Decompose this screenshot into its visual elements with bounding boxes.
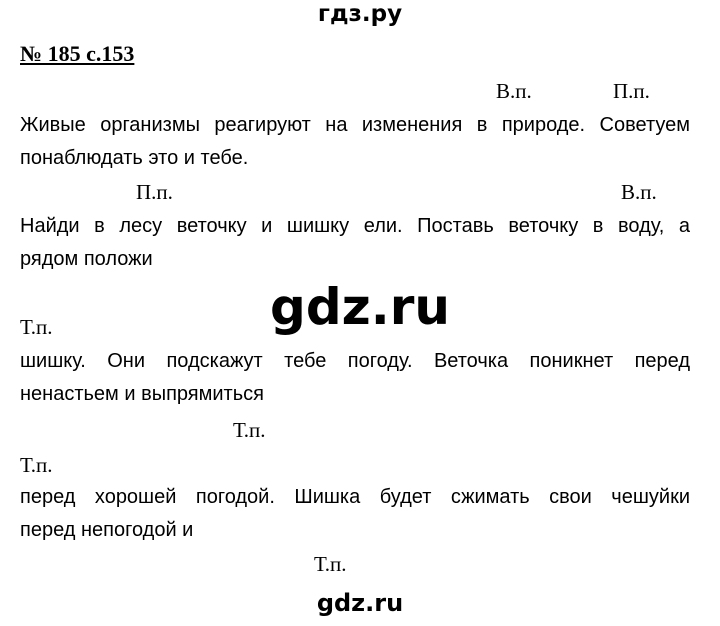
case-mark-accusative: В.п. — [621, 180, 657, 204]
text-line-2: понаблюдать это и тебе. — [20, 147, 249, 169]
text-line-7: перед хорошей погодой. Шишка будет сжимать свои чешуйки — [20, 486, 690, 508]
watermark-top: гдз.ру — [317, 1, 403, 27]
text-line-4: рядом положи — [20, 248, 153, 270]
watermark-bottom: gdz.ru — [316, 589, 404, 617]
text-line-3: Найди в лесу веточку и шишку ели. Поставь веточку в воду, а — [20, 215, 690, 237]
case-mark-instrumental: Т.п. — [314, 552, 347, 576]
exercise-heading: № 185 с.153 — [20, 41, 135, 66]
case-mark-instrumental: Т.п. — [20, 315, 53, 339]
watermark-middle: gdz.ru — [270, 278, 450, 336]
text-line-6: ненастьем и выпрямиться — [20, 383, 264, 405]
text-line-8: перед непогодой и — [20, 519, 194, 541]
case-mark-prepositional: П.п. — [613, 79, 650, 103]
case-mark-prepositional: П.п. — [136, 180, 173, 204]
text-line-1: Живые организмы реагируют на изменения в природе. Советуем — [20, 114, 690, 136]
case-mark-accusative: В.п. — [496, 79, 532, 103]
case-mark-instrumental: Т.п. — [20, 453, 53, 477]
text-line-5: шишку. Они подскажут тебе погоду. Веточка поникнет перед — [20, 350, 690, 372]
case-mark-instrumental: Т.п. — [233, 418, 266, 442]
